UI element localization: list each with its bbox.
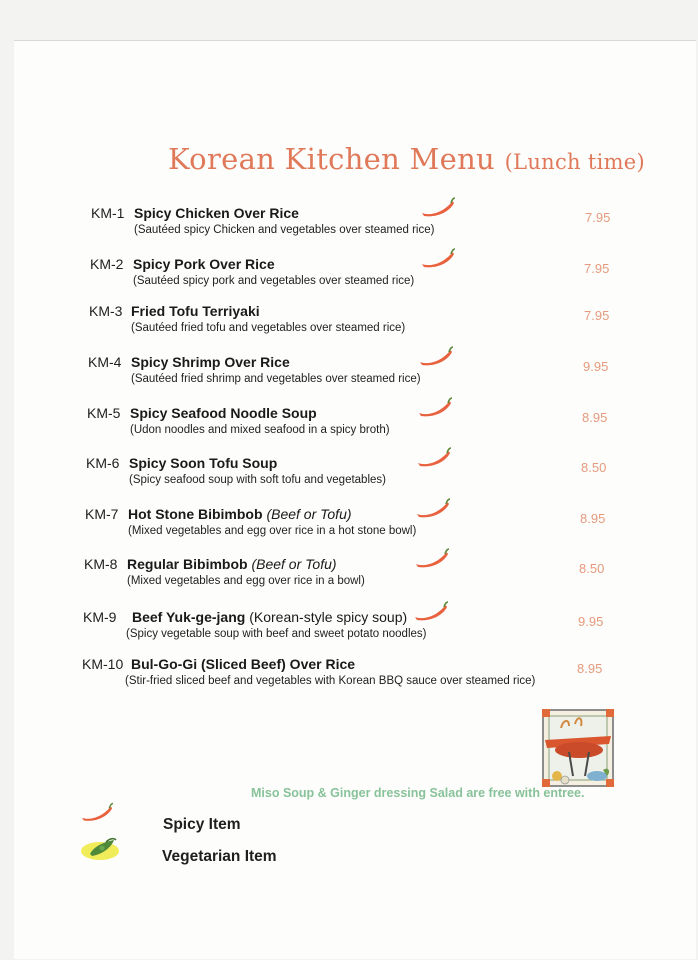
menu-item [0,256,698,302]
menu-item [0,405,698,451]
item-description: (Sautéed fried shrimp and vegetables over steamed rice) [131,373,421,385]
item-code: KM-1 [91,205,125,221]
item-name: Fried Tofu Terriyaki [131,303,260,319]
item-description: (Udon noodles and mixed seafood in a spicy broth) [130,424,390,436]
item-code: KM-3 [89,303,123,319]
chili-pepper-icon [414,548,450,570]
item-price: 7.95 [584,308,610,323]
menu-item [0,506,698,552]
chili-pepper-icon [413,601,449,623]
menu-item [0,556,698,602]
item-price: 8.95 [577,661,603,676]
menu-item [0,303,698,349]
item-name: Spicy Soon Tofu Soup [129,455,278,471]
item-name: Spicy Shrimp Over Rice [131,354,290,370]
item-code: KM-8 [84,556,118,572]
item-name: Bul-Go-Gi (Sliced Beef) Over Rice [131,656,356,672]
item-description: (Sautéed spicy pork and vegetables over steamed rice) [133,275,415,287]
item-description: (Stir-fried sliced beef and vegetables with Korean BBQ sauce over steamed rice) [125,675,536,687]
item-price: 8.50 [579,561,605,576]
chili-pepper-icon [80,802,114,824]
item-price: 8.50 [581,460,607,475]
menu-item [0,455,698,501]
menu-item [0,609,698,655]
menu-item [0,205,698,251]
chili-pepper-icon [418,346,454,368]
item-code: KM-5 [87,405,121,421]
menu-subtitle: (Lunch time) [504,150,646,174]
item-code: KM-4 [88,354,122,370]
legend-spicy-label: Spicy Item [163,816,241,833]
legend-vegetarian-label: Vegetarian Item [162,848,277,865]
item-description: (Spicy seafood soup with soft tofu and vegetables) [129,474,386,486]
item-name: Hot Stone Bibimbob (Beef or Tofu) [128,506,352,522]
item-code: KM-7 [85,506,119,522]
item-description: (Sautéed spicy Chicken and vegetables over steamed rice) [134,224,435,236]
chili-pepper-icon [420,248,456,270]
item-code: KM-2 [90,256,124,272]
chili-pepper-icon [420,197,456,219]
menu-item [0,354,698,400]
item-price: 9.95 [578,614,604,629]
item-price: 9.95 [583,359,609,374]
chili-pepper-icon [417,397,453,419]
menu-title-text: Korean Kitchen Menu [168,142,496,176]
chili-pepper-icon [416,447,452,469]
item-code: KM-10 [82,656,124,672]
free-side-note: Miso Soup & Ginger dressing Salad are free with entree. [251,786,585,800]
chili-pepper-icon [415,498,451,520]
item-name: Regular Bibimbob (Beef or Tofu) [127,556,337,572]
item-description: (Sautéed fried tofu and vegetables over steamed rice) [131,322,406,334]
item-price: 7.95 [585,210,611,225]
menu-title [168,142,646,176]
item-price: 8.95 [580,511,606,526]
menu-item [0,656,698,702]
item-code: KM-6 [86,455,120,471]
item-description: (Mixed vegetables and egg over rice in a bowl) [127,575,365,587]
item-price: 7.95 [584,261,610,276]
item-price: 8.95 [582,410,608,425]
item-name: Spicy Chicken Over Rice [134,205,299,221]
item-description: (Mixed vegetables and egg over rice in a hot stone bowl) [128,525,417,537]
item-description: (Spicy vegetable soup with beef and sweet potato noodles) [126,628,427,640]
item-name: Spicy Pork Over Rice [133,256,275,272]
item-code: KM-9 [83,609,117,625]
item-name: Beef Yuk-ge-jang (Korean-style spicy soup) [132,609,408,625]
food-illustration-icon [539,706,617,790]
vegetable-icon [80,834,124,862]
item-name: Spicy Seafood Noodle Soup [130,405,317,421]
